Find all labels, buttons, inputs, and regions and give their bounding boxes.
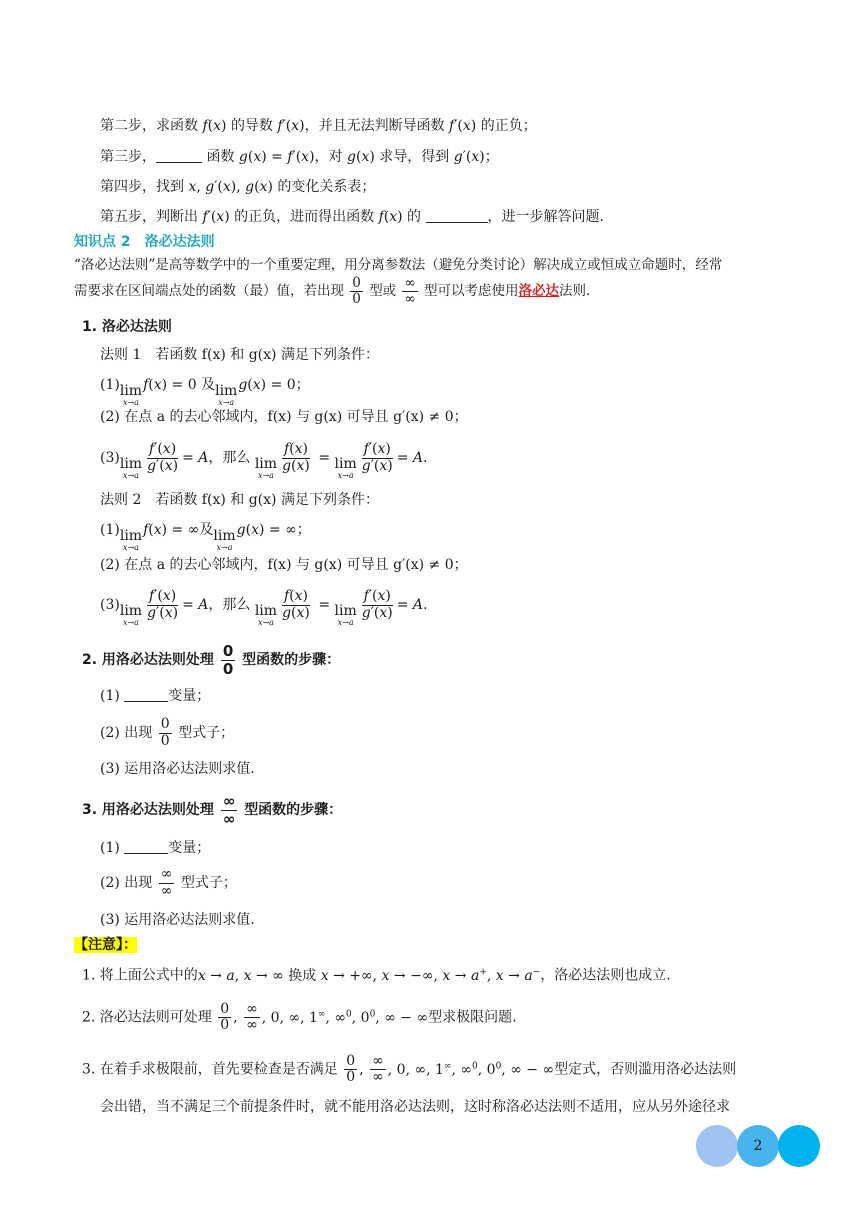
rule-1-cond-3: (3) lim x→a $\frac{f'(x)}{g'(x)}$ = A，那么 lim x→a $\frac{f(x)}{g(x)}$ = lim x→a $\frac{f'(x)}{g'(x)}$ = A. xyxy=(100,441,428,480)
lim-symbol: lim x→a xyxy=(334,456,357,480)
step-5-mid2: 的 xyxy=(407,209,422,225)
fraction-inf-over-inf: $\frac{\infty}{\infty}$ xyxy=(404,275,416,307)
step-4-line xyxy=(100,177,375,197)
fraction-zero-over-zero: $\frac{0}{0}$ xyxy=(160,716,170,749)
item-2-title xyxy=(82,642,340,678)
step-3-mid3: 求导，得到 xyxy=(379,149,450,165)
step-3-tail: ； xyxy=(484,149,499,165)
cond-label: (3) xyxy=(100,597,120,613)
fraction-zero-over-zero: $\frac{0}{0}$ xyxy=(352,275,361,307)
section-title: 知识点 2 洛必达法则 xyxy=(74,234,215,250)
note-2-tail: 型求极限问题. xyxy=(428,1009,517,1026)
item-3-title-b: 型函数的步骤： xyxy=(244,802,343,818)
item-3-step-1 xyxy=(100,838,210,858)
page-number-badge xyxy=(737,1125,779,1167)
math-gpx: g′(x) xyxy=(453,149,485,165)
item-3-step-2 xyxy=(100,866,237,900)
step-2-prefix: 第二步，求函数 xyxy=(100,118,198,134)
note-1-tail: ，洛必达法则也成立. xyxy=(540,967,671,984)
fraction-zero-over-zero: $\frac{0}{0}$ xyxy=(222,642,234,678)
lim-symbol: lim x→a xyxy=(119,383,143,407)
step-4-tail: 的变化关系表； xyxy=(277,179,376,195)
lim-symbol: lim x→a xyxy=(254,603,278,627)
fraction-inf-over-inf: $\frac{\infty}{\infty}$ xyxy=(160,866,173,899)
lim-symbol: lim x→a xyxy=(215,383,238,407)
step-tail: 变量； xyxy=(168,688,211,704)
cond-mid: ，那么 xyxy=(208,597,251,613)
note-1-pre: 1. 将上面公式中的 xyxy=(82,967,198,984)
fraction-zero-over-zero: $\frac{0}{0}$ xyxy=(220,1000,230,1034)
step-3-mid1: 函数 xyxy=(206,149,235,165)
step-5-line xyxy=(100,207,604,227)
math-fx: f(x) xyxy=(202,118,227,134)
fraction-inf-over-inf: $\frac{\infty}{\infty}$ xyxy=(246,1000,258,1034)
item-3-step-3: (3) 运用洛必达法则求值. xyxy=(100,912,255,928)
step-5-mid1: 的正负，进而得出函数 xyxy=(234,209,375,225)
step-label: (1) xyxy=(100,840,120,856)
cond-label: (1) xyxy=(100,522,120,538)
math-fpx: f′(x) xyxy=(277,118,305,134)
note-label xyxy=(74,935,137,955)
step-3-mid2: ，对 xyxy=(314,149,343,165)
cond-mid: ，那么 xyxy=(208,450,251,466)
lim-symbol: lim x→a xyxy=(119,603,143,627)
cond-mid: 及 xyxy=(201,377,216,393)
math-fx-2: f(x) xyxy=(378,209,403,225)
note-2: 2. 洛必达法则可处理 $\frac{0}{0}$ , $\frac{\infty}{\infty}$ , 0, ∞, 1∞, ∞$^0$, $0^0$, ∞ − ∞型求极限问题. xyxy=(82,1000,517,1034)
note-2-pre: 2. 洛必达法则可处理 xyxy=(82,1009,212,1026)
rule-2-head: 法则 2 若函数 f(x) 和 g(x) 满足下列条件： xyxy=(100,492,379,508)
step-2-mid2: ，并且无法判断导函数 xyxy=(304,118,445,134)
math-fpx-3: f′(x) xyxy=(202,209,230,225)
fill-blank xyxy=(124,839,168,854)
rule-2-cond-1: (1) lim x→a f(x) = ∞及 lim x→a g(x) = ∞； xyxy=(100,522,311,552)
step-tail: 变量； xyxy=(168,840,211,856)
step-label: (1) xyxy=(100,688,120,704)
note-3: 3. 在着手求极限前，首先要检查是否满足 $\frac{0}{0}$ , $\frac{\infty}{\infty}$ , 0, ∞, 1∞, ∞$^0$, $0^0$, ∞ − ∞型定式，否则滥用洛必达法则 xyxy=(82,1052,737,1086)
indeterminate-forms: , 0, ∞, 1∞, ∞$^0$, $0^0$, ∞ − ∞ xyxy=(261,1009,429,1026)
step-2-line xyxy=(100,116,537,136)
math-fpx-2: f′(x) xyxy=(449,118,477,134)
step-5-tail: ，进一步解答问题. xyxy=(487,209,604,225)
item-2-title-a: 2. 用洛必达法则处理 xyxy=(82,652,214,668)
lim-symbol: lim x→a xyxy=(119,528,143,552)
step-3-line xyxy=(100,147,499,167)
item-1-title: 1. 洛必达法则 xyxy=(82,319,172,335)
rule-1-cond-2: (2) 在点 a 的去心邻域内，f(x) 与 g(x) 可导且 g′(x) ≠ 0； xyxy=(100,409,468,425)
item-3-title-a: 3. 用洛必达法则处理 xyxy=(82,802,214,818)
step-2-mid1: 的导数 xyxy=(230,118,273,134)
step-4-prefix: 第四步，找到 xyxy=(100,179,184,195)
intro-line-1: “洛必达法则”是高等数学中的一个重要定理，用分离参数法（避免分类讨论）解决成立或恒成立命题时，经常 xyxy=(74,257,723,273)
rule-2-cond-3: (3) lim x→a $\frac{f'(x)}{g'(x)}$ = A，那么 lim x→a $\frac{f(x)}{g(x)}$ = lim x→a $\frac{f'(x)}{g'(x)}$ = A. xyxy=(100,588,428,627)
step-5-prefix: 第五步，判断出 xyxy=(100,209,198,225)
indeterminate-forms: , 0, ∞, 1∞, ∞$^0$, $0^0$, ∞ − ∞ xyxy=(387,1061,555,1078)
page-number: 2 xyxy=(753,1138,763,1154)
fill-blank xyxy=(156,148,202,163)
rule-1-cond-1: (1) lim x→a f(x) = 0 及 lim x→a g(x) = 0； xyxy=(100,377,310,407)
note-label-text: 【注意】： xyxy=(74,937,137,953)
cond-label: (1) xyxy=(100,377,120,393)
lim-symbol: lim x→a xyxy=(213,528,236,552)
intro-line-2 xyxy=(74,276,590,307)
fill-blank xyxy=(124,687,168,702)
decor-circle-left xyxy=(696,1125,738,1167)
step-2-tail: 的正负； xyxy=(480,118,537,134)
cond-mid: 及 xyxy=(199,522,214,538)
item-2-step-3: (3) 运用洛必达法则求值. xyxy=(100,761,255,777)
decor-circle-right xyxy=(778,1125,820,1167)
math-x-set: x, g′(x), g(x) xyxy=(188,179,273,195)
item-2-title-b: 型函数的步骤： xyxy=(242,652,341,668)
item-2-step-1 xyxy=(100,686,210,706)
step-label: (2) 出现 xyxy=(100,725,153,741)
step-tail: 型式子； xyxy=(180,875,237,891)
item-2-step-2 xyxy=(100,716,234,750)
intro-line-2-a: 需要求在区间端点处的函数（最）值，若出现 xyxy=(74,283,344,299)
cond-label: (3) xyxy=(100,450,120,466)
math-gx-eq: g(x) = f′(x) xyxy=(238,149,315,165)
intro-line-2-d: 法则. xyxy=(559,283,591,299)
intro-line-2-b: 型或 xyxy=(369,283,397,299)
lhopital-link[interactable]: 洛必达 xyxy=(518,283,560,299)
rule-1-head: 法则 1 若函数 f(x) 和 g(x) 满足下列条件： xyxy=(100,347,379,363)
note-3-pre: 3. 在着手求极限前，首先要检查是否满足 xyxy=(82,1061,338,1078)
note-3-tail: 型定式，否则滥用洛必达法则 xyxy=(554,1061,737,1078)
fraction-inf-over-inf: $\frac{\infty}{\infty}$ xyxy=(222,792,236,828)
fraction-inf-over-inf: $\frac{\infty}{\infty}$ xyxy=(372,1052,384,1086)
lim-symbol: lim x→a xyxy=(334,603,357,627)
intro-line-2-c: 型可以考虑使用 xyxy=(424,283,519,299)
item-3-title xyxy=(82,792,342,828)
step-3-prefix: 第三步， xyxy=(100,149,156,165)
fraction-zero-over-zero: $\frac{0}{0}$ xyxy=(346,1052,356,1086)
rule-2-cond-2: (2) 在点 a 的去心邻域内，f(x) 与 g(x) 可导且 g′(x) ≠ 0； xyxy=(100,557,468,573)
lim-symbol: lim x→a xyxy=(254,456,278,480)
step-tail: 型式子； xyxy=(178,725,235,741)
step-label: (2) 出现 xyxy=(100,875,153,891)
fill-blank xyxy=(426,208,488,223)
math-gx: g(x) xyxy=(347,149,375,165)
lim-symbol: lim x→a xyxy=(119,456,143,480)
note-1-math: x → a, x → ∞ 换成 x → +∞, x → −∞, x → a+, x → a− xyxy=(197,967,541,984)
note-1 xyxy=(82,962,671,986)
note-3-line-2: 会出错，当不满足三个前提条件时，就不能用洛必达法则，这时称洛必达法则不适用，应从另外途径求 xyxy=(100,1099,730,1115)
